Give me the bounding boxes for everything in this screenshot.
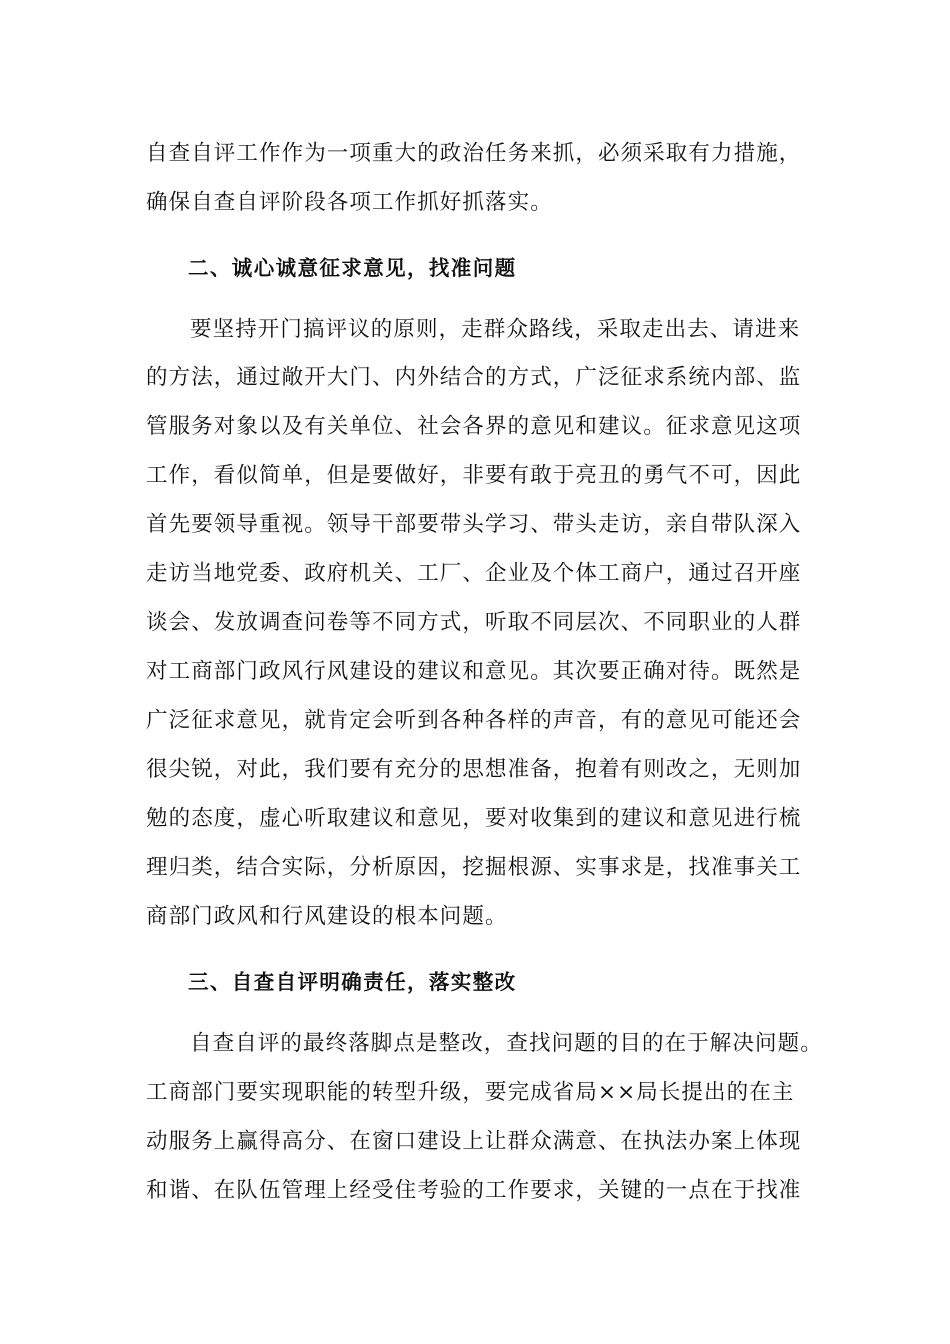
paragraph-line: 的方法，通过敞开大门、内外结合的方式，广泛征求系统内部、监 — [146, 365, 802, 390]
paragraph-line: 广泛征求意见，就肯定会听到各种各样的声音，有的意见可能还会 — [146, 708, 802, 733]
paragraph-first-line: 自查自评的最终落脚点是整改，查找问题的目的在于解决问题。 — [190, 1031, 823, 1056]
paragraph-line: 首先要领导重视。领导干部要带头学习、带头走访，亲自带队深入 — [146, 512, 802, 537]
paragraph-line: 动服务上赢得高分、在窗口建设上让群众满意、在执法办案上体现 — [146, 1129, 802, 1154]
paragraph-line: 对工商部门政风行风建设的建议和意见。其次要正确对待。既然是 — [146, 659, 802, 684]
paragraph-line: 管服务对象以及有关单位、社会各界的意见和建议。征求意见这项 — [146, 414, 802, 439]
paragraph-line: 工作，看似简单，但是要做好，非要有敢于亮丑的勇气不可，因此 — [146, 463, 802, 488]
paragraph-continuation-line: 确保自查自评阶段各项工作抓好抓落实。 — [146, 190, 553, 215]
section-heading-2: 二、诚心诚意征求意见，找准问题 — [188, 256, 517, 280]
section-heading-3: 三、自查自评明确责任，落实整改 — [188, 970, 517, 994]
paragraph-line: 很尖锐，对此，我们要有充分的思想准备，抱着有则改之，无则加 — [146, 757, 802, 782]
paragraph-line: 理归类，结合实际，分析原因，挖掘根源、实事求是，找准事关工 — [146, 855, 802, 880]
paragraph-line: 商部门政风和行风建设的根本问题。 — [146, 904, 508, 929]
paragraph-line: 工商部门要实现职能的转型升级，要完成省局××局长提出的在主 — [146, 1080, 795, 1105]
paragraph-line: 走访当地党委、政府机关、工厂、企业及个体工商户，通过召开座 — [146, 561, 802, 586]
paragraph-continuation-line: 自查自评工作作为一项重大的政治任务来抓，必须采取有力措施， — [146, 141, 802, 166]
paragraph-line: 谈会、发放调查问卷等不同方式，听取不同层次、不同职业的人群 — [146, 610, 802, 635]
paragraph-first-line: 要坚持开门搞评议的原则，走群众路线，采取走出去、请进来 — [190, 317, 801, 342]
paragraph-line: 勉的态度，虚心听取建议和意见，要对收集到的建议和意见进行梳 — [146, 806, 802, 831]
paragraph-line: 和谐、在队伍管理上经受住考验的工作要求，关键的一点在于找准 — [146, 1178, 802, 1203]
